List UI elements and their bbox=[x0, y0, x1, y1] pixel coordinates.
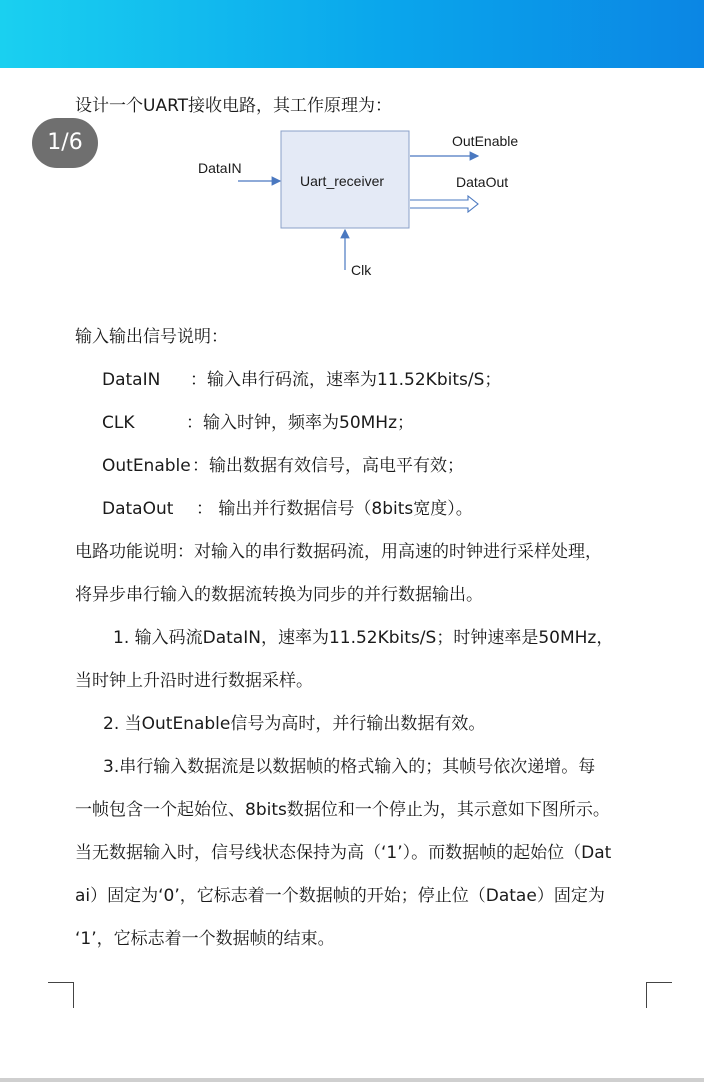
block-label: Uart_receiver bbox=[300, 173, 385, 189]
function-line-8: 当无数据输入时，信号线状态保持为高（‘1’）。而数据帧的起始位（Dat bbox=[75, 843, 612, 863]
signal-name-datain: DataIN bbox=[102, 370, 161, 390]
function-line-10: ‘1’，它标志着一个数据帧的结束。 bbox=[75, 929, 335, 949]
outenable-label: OutEnable bbox=[452, 133, 519, 149]
crop-mark-left bbox=[48, 982, 74, 1008]
function-line-6: 3.串行输入数据流是以数据帧的格式输入的；其帧号依次递增。每 bbox=[103, 757, 596, 777]
signal-desc-clk: ：输入时钟，频率为50MHz； bbox=[186, 413, 415, 433]
signal-desc-datain: ：输入串行码流，速率为11.52Kbits/S； bbox=[190, 370, 502, 390]
uart-block-diagram bbox=[180, 120, 560, 290]
crop-mark-right bbox=[646, 982, 672, 1008]
signal-name-dataout: DataOut bbox=[102, 499, 174, 519]
page-indicator[interactable]: 1/6 bbox=[32, 118, 98, 168]
dataout-bus-arrow bbox=[410, 196, 478, 212]
function-line-2: 将异步串行输入的数据流转换为同步的并行数据输出。 bbox=[75, 585, 483, 605]
function-line-5: 2. 当OutEnable信号为高时，并行输出数据有效。 bbox=[103, 714, 486, 734]
function-line-4: 当时钟上升沿时进行数据采样。 bbox=[75, 671, 313, 691]
signal-desc-outenable: ：输出数据有效信号，高电平有效； bbox=[192, 456, 464, 476]
bottom-divider bbox=[0, 1078, 704, 1082]
function-line-7: 一帧包含一个起始位、8bits数据位和一个停止为，其示意如下图所示。 bbox=[75, 800, 610, 820]
signal-name-outenable: OutEnable bbox=[102, 456, 191, 476]
top-bar bbox=[0, 0, 704, 68]
datain-label: DataIN bbox=[198, 160, 242, 176]
dataout-label: DataOut bbox=[456, 174, 509, 190]
clk-label: Clk bbox=[351, 262, 372, 278]
signal-name-clk: CLK bbox=[102, 413, 135, 433]
function-line-3: 1. 输入码流DataIN，速率为11.52Kbits/S；时钟速率是50MHz， bbox=[113, 628, 614, 648]
function-line-1: 电路功能说明：对输入的串行数据码流，用高速的时钟进行采样处理， bbox=[75, 542, 602, 562]
signals-heading: 输入输出信号说明： bbox=[75, 327, 228, 347]
signal-desc-dataout: ： 输出并行数据信号（8bits宽度）。 bbox=[196, 499, 473, 519]
function-line-9: ai）固定为‘0’，它标志着一个数据帧的开始；停止位（Datae）固定为 bbox=[75, 886, 605, 906]
intro-text: 设计一个UART接收电路，其工作原理为： bbox=[75, 96, 393, 116]
